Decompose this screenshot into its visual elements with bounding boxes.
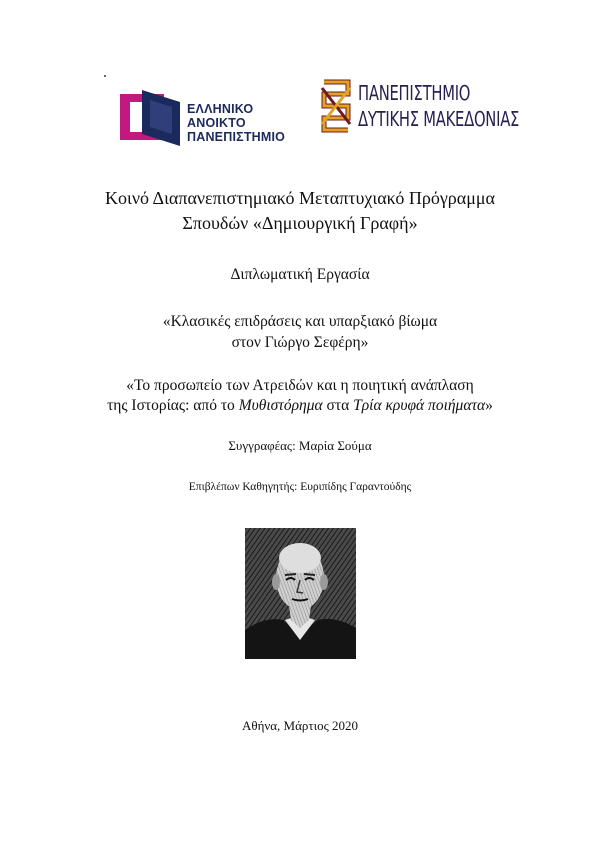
- title-line2: στον Γιώργο Σεφέρη»: [231, 334, 369, 351]
- eap-logo-mark: [120, 88, 180, 146]
- subtitle-text-c: στα: [322, 397, 354, 414]
- eap-logo-text-line1: ΕΛΛΗΝΙΚΟ: [187, 102, 254, 116]
- subtitle-text-e: »: [485, 397, 493, 414]
- thesis-type: Διπλωματική Εργασία: [230, 266, 370, 283]
- portrait-image: [245, 528, 356, 659]
- place-date: Αθήνα, Μάρτιος 2020: [241, 718, 359, 733]
- uowm-logo-mark: [318, 78, 354, 134]
- author: Συγγραφέας: Μαρία Σούμα: [228, 438, 372, 453]
- subtitle-line2: [0, 395, 600, 416]
- stray-mark: [104, 75, 106, 77]
- uowm-logo-text-line1: ΠΑΝΕΠΙΣΤΗΜΙΟ: [358, 81, 471, 105]
- supervisor: Επιβλέπων Καθηγητής: Ευριπίδης Γαραντούδης: [188, 481, 412, 493]
- program-line1: Κοινό Διαπανεπιστημιακό Μεταπτυχιακό Πρόγραμμα: [105, 188, 495, 208]
- program-line2: Σπουδών «Δημιουργική Γραφή»: [182, 213, 418, 233]
- subtitle-italic-mythistorima: Μυθιστόρημα: [238, 397, 323, 414]
- eap-logo: [120, 88, 295, 146]
- title-line1: «Κλασικές επιδράσεις και υπαρξιακό βίωμα: [162, 313, 438, 330]
- uowm-logo: [318, 76, 518, 136]
- subtitle-italic-tria-kryfa: Τρία κρυφά ποιήματα: [353, 397, 486, 414]
- subtitle-line1: «Το προσωπείο των Ατρειδών και η ποιητική ανάπλαση: [126, 377, 474, 394]
- subtitle-text-a: της Ιστορίας: από το: [107, 397, 239, 414]
- eap-logo-text-line3: ΠΑΝΕΠΙΣΤΗΜΙΟ: [187, 130, 286, 144]
- eap-logo-text-line2: ΑΝΟΙΚΤΟ: [187, 116, 246, 130]
- uowm-logo-text-line2: ΔΥΤΙΚΗΣ ΜΑΚΕΔΟΝΙΑΣ: [358, 107, 520, 131]
